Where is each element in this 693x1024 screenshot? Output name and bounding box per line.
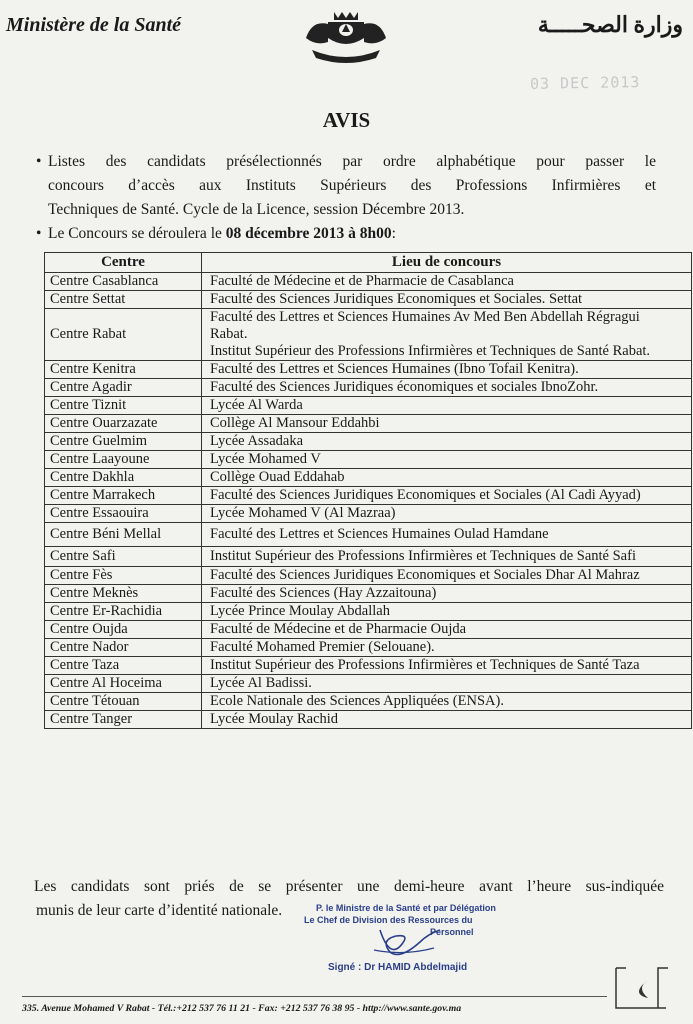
date-stamp: 03 DEC 2013 [529, 73, 641, 93]
table-row [45, 469, 692, 487]
lieu-cell [202, 451, 692, 469]
lieu-cell [202, 675, 692, 693]
table-row [45, 415, 692, 433]
intro-line: Listes des candidats présélectionnés par ordre alphabétique pour passer le [48, 153, 656, 170]
lieu-line: Faculté des Sciences Juridiques Economiques et Sociales. Settat [210, 291, 583, 307]
table-row [45, 273, 692, 291]
table-row [45, 585, 692, 603]
column-header-centre: Centre [45, 253, 202, 273]
signature-icon [360, 920, 470, 968]
lieu-line: Faculté des Sciences Juridiques Economiques et Sociales (Al Cadi Ayyad) [210, 487, 641, 503]
lieu-line: Lycée Mohamed V (Al Mazraa) [210, 505, 396, 521]
lieu-cell [202, 433, 692, 451]
table-row [45, 693, 692, 711]
lieu-cell [202, 291, 692, 309]
lieu-cell [202, 523, 692, 547]
exam-date-prefix: Le Concours se déroulera le [48, 225, 226, 242]
centre-cell: Centre Oujda [45, 621, 202, 639]
lieu-line: Faculté Mohamed Premier (Selouane). [210, 639, 435, 655]
lieu-line: Institut Supérieur des Professions Infirmières et Techniques de Santé Rabat. [210, 343, 651, 359]
intro-paragraph-1 [36, 150, 656, 222]
lieu-cell [202, 603, 692, 621]
bullet-icon: • [36, 225, 42, 242]
lieu-line: Faculté de Médecine et de Pharmacie de Casablanca [210, 273, 514, 289]
lieu-line: Collège Ouad Eddahab [210, 469, 345, 485]
intro-section [36, 150, 656, 246]
exam-date: 08 décembre 2013 à 8h00 [225, 225, 392, 242]
centre-cell: Centre Fès [45, 567, 202, 585]
column-header-lieu: Lieu de concours [202, 253, 692, 273]
lieu-line: Lycée Assadaka [210, 433, 304, 449]
centre-cell: Centre Kenitra [45, 361, 202, 379]
lieu-line: Institut Supérieur des Professions Infirmières et Techniques de Santé Taza [210, 657, 640, 673]
table-row [45, 523, 692, 547]
lieu-line: Rabat. [210, 326, 248, 342]
lieu-cell [202, 309, 692, 361]
lieu-line: Faculté de Médecine et de Pharmacie Oujda [210, 621, 467, 637]
lieu-line: Lycée Prince Moulay Abdallah [210, 603, 390, 619]
intro-line: concours d’accès aux Instituts Supérieurs des Professions Infirmières et [48, 177, 656, 194]
lieu-line: Faculté des Lettres et Sciences Humaines (Ibno Tofail Kenitra). [210, 361, 579, 377]
centre-cell: Centre Béni Mellal [45, 523, 202, 547]
table-row [45, 639, 692, 657]
lieu-cell [202, 585, 692, 603]
table-row [45, 309, 692, 361]
lieu-line: Faculté des Sciences (Hay Azzaitouna) [210, 585, 437, 601]
lieu-line: Faculté des Sciences Juridiques Economiques et Sociales Dhar Al Mahraz [210, 567, 640, 583]
centre-cell: Centre Dakhla [45, 469, 202, 487]
royal-coat-of-arms-icon [298, 8, 394, 64]
table-row [45, 675, 692, 693]
table-row [45, 379, 692, 397]
lieu-cell [202, 397, 692, 415]
centre-cell: Centre Taza [45, 657, 202, 675]
ministry-name-fr: Ministère de la Santé [6, 14, 182, 36]
lieu-cell [202, 273, 692, 291]
centre-cell: Centre Tanger [45, 711, 202, 729]
lieu-line: Faculté des Sciences Juridiques économiques et sociales IbnoZohr. [210, 379, 599, 395]
lieu-cell [202, 693, 692, 711]
table-row [45, 291, 692, 309]
centre-cell: Centre Laayoune [45, 451, 202, 469]
centre-cell: Centre Rabat [45, 309, 202, 361]
lieu-cell [202, 639, 692, 657]
ministry-logo-icon [612, 964, 672, 1012]
footer-divider [22, 996, 607, 997]
centre-cell: Centre Nador [45, 639, 202, 657]
lieu-cell [202, 415, 692, 433]
lieu-line: Ecole Nationale des Sciences Appliquées (ENSA). [210, 693, 504, 709]
centre-cell: Centre Essaouira [45, 505, 202, 523]
exam-centres-table [44, 252, 692, 729]
centre-cell: Centre Casablanca [45, 273, 202, 291]
lieu-cell [202, 361, 692, 379]
intro-paragraph-2 [36, 222, 656, 246]
table-row [45, 567, 692, 585]
centre-cell: Centre Meknès [45, 585, 202, 603]
lieu-line: Faculté des Lettres et Sciences Humaines Av Med Ben Abdellah Régragui [210, 309, 640, 325]
table-row [45, 451, 692, 469]
lieu-cell [202, 379, 692, 397]
table-row [45, 397, 692, 415]
table-row [45, 657, 692, 675]
closing-line: munis de leur carte d’identité nationale. [36, 902, 283, 919]
centre-cell: Centre Marrakech [45, 487, 202, 505]
lieu-line: Lycée Moulay Rachid [210, 711, 339, 727]
bullet-icon: • [36, 153, 42, 170]
lieu-cell [202, 657, 692, 675]
lieu-line: Lycée Al Badissi. [210, 675, 312, 691]
lieu-line: Lycée Al Warda [210, 397, 303, 413]
footer-address: 335. Avenue Mohamed V Rabat - Tél.:+212 537 76 11 21 - Fax: +212 537 76 38 95 - http://www.sante.gov.ma [22, 1003, 462, 1014]
stamp-line: Personnel [430, 927, 474, 937]
intro-line: Techniques de Santé. Cycle de la Licence, session Décembre 2013. [48, 201, 465, 218]
centre-cell: Centre Safi [45, 547, 202, 567]
lieu-line: Lycée Mohamed V [210, 451, 321, 467]
centre-cell: Centre Agadir [45, 379, 202, 397]
document-title: AVIS [322, 108, 371, 132]
centre-cell: Centre Ouarzazate [45, 415, 202, 433]
centre-cell: Centre Settat [45, 291, 202, 309]
centre-cell: Centre Er-Rachidia [45, 603, 202, 621]
lieu-cell [202, 621, 692, 639]
table-row [45, 547, 692, 567]
table-header-row [45, 253, 692, 273]
table-row [45, 433, 692, 451]
lieu-line: Institut Supérieur des Professions Infirmières et Techniques de Santé Safi [210, 548, 636, 564]
ministry-name-ar: وزارة الصحـــــة [537, 12, 683, 37]
table-row [45, 505, 692, 523]
table-row [45, 621, 692, 639]
lieu-cell [202, 711, 692, 729]
centre-cell: Centre Tiznit [45, 397, 202, 415]
stamp-line: Le Chef de Division des Ressources du [304, 915, 473, 925]
lieu-cell [202, 505, 692, 523]
table-row [45, 361, 692, 379]
table-row [45, 603, 692, 621]
closing-line: Les candidats sont priés de se présenter une demi-heure avant l’heure sus-indiquée [34, 878, 664, 895]
lieu-cell [202, 547, 692, 567]
table-row [45, 487, 692, 505]
signed-by: Signé : Dr HAMID Abdelmajid [328, 962, 468, 973]
lieu-cell [202, 567, 692, 585]
centre-cell: Centre Tétouan [45, 693, 202, 711]
stamp-line: P. le Ministre de la Santé et par Délégation [316, 903, 496, 913]
centre-cell: Centre Al Hoceima [45, 675, 202, 693]
lieu-line: Collège Al Mansour Eddahbi [210, 415, 380, 431]
centre-cell: Centre Guelmim [45, 433, 202, 451]
lieu-line: Faculté des Lettres et Sciences Humaines Oulad Hamdane [210, 526, 549, 542]
lieu-cell [202, 487, 692, 505]
lieu-cell [202, 469, 692, 487]
exam-date-suffix: : [391, 225, 396, 242]
table-row [45, 711, 692, 729]
